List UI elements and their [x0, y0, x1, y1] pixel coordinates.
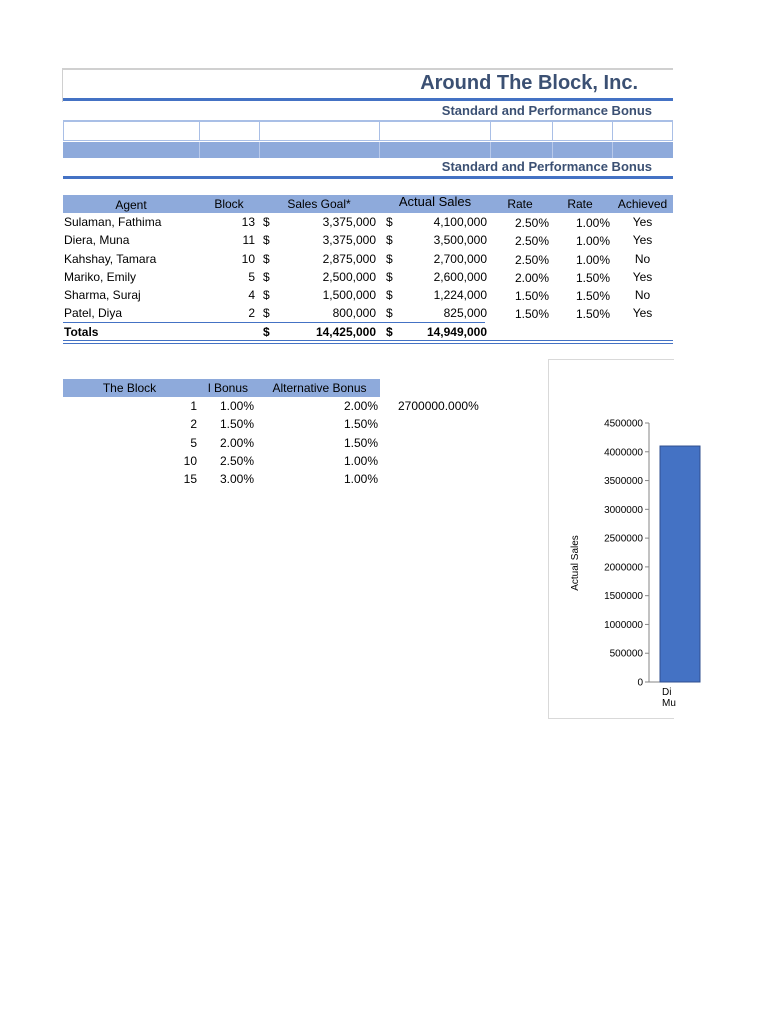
agent-name: Sharma, Suraj: [64, 288, 141, 302]
agent-rate-1: 2.00%: [514, 271, 549, 285]
agent-sales-goal: 800,000: [332, 306, 376, 320]
totals-label: Totals: [64, 325, 99, 339]
currency-symbol: $: [386, 325, 393, 339]
empty-header-band: [63, 142, 673, 158]
y-tick-label: 4500000: [604, 418, 643, 430]
bonus-block: 2: [190, 417, 197, 431]
totals-sales-goal: 14,425,000: [315, 325, 376, 339]
agent-actual-sales: 2,600,000: [433, 270, 487, 284]
company-title: Around The Block, Inc.: [420, 72, 638, 94]
agent-actual-sales: 1,224,000: [433, 288, 487, 302]
title-rule: [63, 98, 673, 101]
bonus-rate: 1.50%: [220, 417, 255, 431]
y-tick-label: 4000000: [604, 447, 643, 459]
col-rate-1: Rate: [507, 197, 533, 211]
currency-symbol: $: [263, 270, 270, 284]
agent-rate-2: 1.00%: [575, 253, 610, 267]
agent-sales-goal: 2,875,000: [322, 252, 376, 266]
y-axis-title: Actual Sales: [570, 535, 581, 591]
bonus-rate: 2.50%: [220, 454, 255, 468]
currency-symbol: $: [386, 270, 393, 284]
agent-rate-2: 1.00%: [575, 234, 610, 248]
agent-sales-goal: 3,375,000: [322, 233, 376, 247]
agent-rate-1: 1.50%: [514, 307, 549, 321]
bonus-rate: 3.00%: [220, 472, 255, 486]
agent-sales-goal: 2,500,000: [322, 270, 376, 284]
col-block: Block: [214, 197, 244, 211]
agent-name: Kahshay, Tamara: [64, 252, 157, 266]
agent-block: 11: [242, 233, 255, 247]
chart-canvas: [549, 360, 674, 718]
agent-block: 5: [248, 270, 255, 284]
agent-sales-goal: 3,375,000: [322, 215, 376, 229]
agent-actual-sales: 3,500,000: [433, 233, 487, 247]
bonus-block: 1: [190, 399, 197, 413]
currency-symbol: $: [386, 306, 393, 320]
currency-symbol: $: [386, 215, 393, 229]
left-border: [62, 68, 63, 102]
currency-symbol: $: [263, 325, 270, 339]
currency-symbol: $: [263, 288, 270, 302]
empty-grid-row: [63, 122, 673, 141]
agent-rate-2: 1.50%: [575, 271, 610, 285]
agent-block: 13: [241, 215, 255, 229]
y-tick-label: 3000000: [604, 504, 643, 516]
agent-block: 2: [248, 306, 255, 320]
col-actual-sales: Actual Sales: [398, 194, 472, 209]
agent-block: 10: [241, 252, 255, 266]
bonus-block: 5: [190, 436, 197, 450]
agent-rate-2: 1.50%: [575, 289, 610, 303]
alternative-bonus: 1.00%: [343, 454, 378, 468]
y-tick-label: 2000000: [604, 562, 643, 574]
subtitle-2: Standard and Performance Bonus: [441, 159, 652, 174]
y-tick-label: 1000000: [604, 619, 643, 631]
y-tick-label: 2500000: [604, 533, 643, 545]
col-agent: Agent: [115, 198, 147, 212]
agent-rate-2: 1.50%: [575, 307, 610, 321]
agent-name: Mariko, Emily: [64, 270, 137, 284]
bar: [660, 446, 700, 682]
bonus-block: 15: [183, 472, 197, 486]
agent-name: Sulaman, Fathima: [64, 215, 162, 229]
agent-achieved: No: [634, 288, 651, 302]
agent-name: Patel, Diya: [64, 306, 123, 320]
x-category-label: Di: [662, 687, 672, 698]
col-alternative-bonus: Alternative Bonus: [272, 381, 367, 395]
actual-sales-chart[interactable]: [548, 359, 674, 719]
bonus-rate: 2.00%: [220, 436, 255, 450]
col-sales-goal: Sales Goal*: [287, 197, 351, 211]
agent-name: Diera, Muna: [64, 233, 130, 247]
x-category-label: Mu: [662, 698, 676, 709]
col-rate-2: Rate: [567, 197, 593, 211]
subtitle-1: Standard and Performance Bonus: [441, 103, 652, 118]
totals-double-rule: [63, 340, 673, 341]
currency-symbol: $: [263, 252, 270, 266]
agent-achieved: Yes: [632, 306, 653, 320]
totals-double-rule: [63, 343, 673, 344]
top-border: [63, 68, 673, 70]
agent-actual-sales: 2,700,000: [433, 252, 487, 266]
extra-value: 2700000.000%: [398, 399, 479, 413]
alternative-bonus: 1.50%: [343, 417, 378, 431]
currency-symbol: $: [386, 252, 393, 266]
y-tick-label: 1500000: [604, 591, 643, 603]
col-achieved: Achieved: [617, 197, 668, 211]
currency-symbol: $: [263, 215, 270, 229]
alternative-bonus: 1.00%: [343, 472, 378, 486]
currency-symbol: $: [386, 233, 393, 247]
y-tick-label: 500000: [609, 648, 643, 660]
agent-achieved: No: [634, 252, 651, 266]
col-the-block: The Block: [102, 381, 157, 395]
currency-symbol: $: [263, 233, 270, 247]
bonus-block: 10: [183, 454, 197, 468]
agent-rate-2: 1.00%: [575, 216, 610, 230]
agent-achieved: Yes: [632, 215, 653, 229]
agent-sales-goal: 1,500,000: [322, 288, 376, 302]
y-tick-label: 3500000: [604, 476, 643, 488]
totals-actual-sales: 14,949,000: [426, 325, 487, 339]
agent-achieved: Yes: [632, 233, 653, 247]
y-tick-label: 0: [637, 677, 643, 689]
currency-symbol: $: [263, 306, 270, 320]
agent-rate-1: 2.50%: [514, 234, 549, 248]
alternative-bonus: 1.50%: [343, 436, 378, 450]
col-bonus: l Bonus: [207, 381, 249, 395]
agent-actual-sales: 825,000: [443, 306, 487, 320]
agent-achieved: Yes: [632, 270, 653, 284]
agent-rate-1: 2.50%: [514, 216, 549, 230]
subtitle-2-rule: [63, 176, 673, 179]
agent-block: 4: [248, 288, 255, 302]
agent-rate-1: 1.50%: [514, 289, 549, 303]
agent-actual-sales: 4,100,000: [433, 215, 487, 229]
agent-rate-1: 2.50%: [514, 253, 549, 267]
bonus-rate: 1.00%: [220, 399, 255, 413]
alternative-bonus: 2.00%: [343, 399, 378, 413]
currency-symbol: $: [386, 288, 393, 302]
